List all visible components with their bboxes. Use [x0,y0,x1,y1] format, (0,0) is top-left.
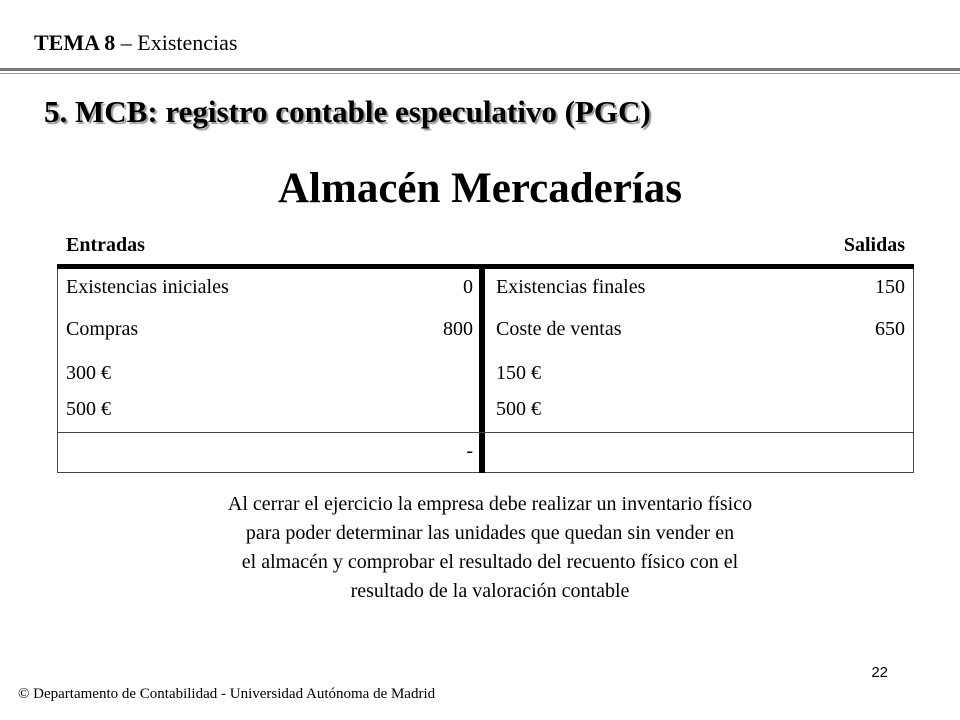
note-line: el almacén y comprobar el resultado del recuento físico con el [241,551,739,573]
header-divider-thin [0,73,960,74]
debit-entry-label: 500 € [66,398,111,420]
credit-entry-label: 500 € [496,398,541,420]
debit-column-header: Entradas [66,234,145,256]
explanatory-note [130,490,850,606]
header-topic-number: TEMA 8 [34,30,116,55]
debit-entry-value: 0 [463,276,473,298]
t-account-title: Almacén Mercaderías [278,165,682,212]
credit-entry-label: Coste de ventas [496,318,622,340]
slide-header-title [34,30,238,56]
header-topic-name: – Existencias [115,30,238,55]
credit-entry-value: 650 [875,318,905,340]
t-account-middle-bar [479,264,485,473]
debit-entry-label: Existencias iniciales [66,276,229,298]
header-divider [0,68,960,71]
debit-entry-value: 800 [443,318,473,340]
note-line: Al cerrar el ejercicio la empresa debe realizar un inventario físico [227,493,753,515]
t-account-balance-separator [57,432,914,433]
credit-entry-label: 150 € [496,362,541,384]
section-heading: 5. MCB: registro contable especulativo (PGC) [44,94,651,129]
t-account-top-bar [57,264,914,269]
note-line: resultado de la valoración contable [350,580,630,602]
note-line: para poder determinar las unidades que quedan sin vender en [245,522,735,544]
credit-entry-label: Existencias finales [496,276,646,298]
credit-entry-value: 150 [875,276,905,298]
page-number: 22 [871,664,888,681]
debit-entry-label: Compras [66,318,139,340]
debit-balance-value: - [466,440,473,462]
footer-copyright: © Departamento de Contabilidad - Universidad Autónoma de Madrid [18,686,436,702]
debit-entry-label: 300 € [66,362,111,384]
credit-column-header: Salidas [843,234,905,256]
